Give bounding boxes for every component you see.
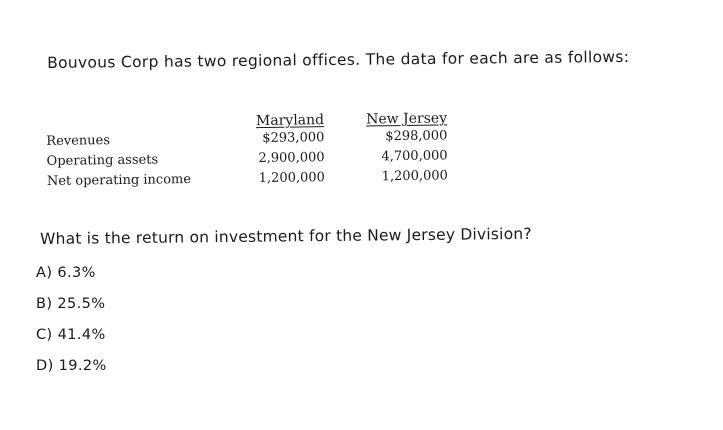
row-labels [46,130,191,192]
option-a[interactable]: A) 6.3% [36,265,96,281]
option-b[interactable]: B) 25.5% [36,296,106,312]
cell-new-jersey-operating-assets: 4,700,000 [381,148,448,165]
column-header-new-jersey: New Jersey [366,110,448,128]
cell-new-jersey-net-operating-income: 1,200,000 [381,168,448,185]
row-label-operating-assets: Operating assets [46,152,159,169]
option-d[interactable]: D) 19.2% [36,358,107,374]
option-c[interactable]: C) 41.4% [36,327,106,343]
row-label-revenues: Revenues [46,133,111,149]
cell-maryland-net-operating-income: 1,200,000 [258,170,325,187]
question-text: What is the return on investment for the New Jersey Division? [40,224,532,248]
column-header-maryland: Maryland [255,112,325,130]
column-maryland [242,112,325,189]
cell-new-jersey-revenues: $298,000 [385,128,448,145]
answer-options [36,258,107,382]
intro-text: Bouvous Corp has two regional offices. The data for each are as follows: [47,47,630,72]
row-label-net-operating-income: Net operating income [46,171,192,189]
column-new-jersey [351,110,448,187]
cell-maryland-revenues: $293,000 [262,130,325,146]
cell-maryland-operating-assets: 2,900,000 [258,150,325,167]
